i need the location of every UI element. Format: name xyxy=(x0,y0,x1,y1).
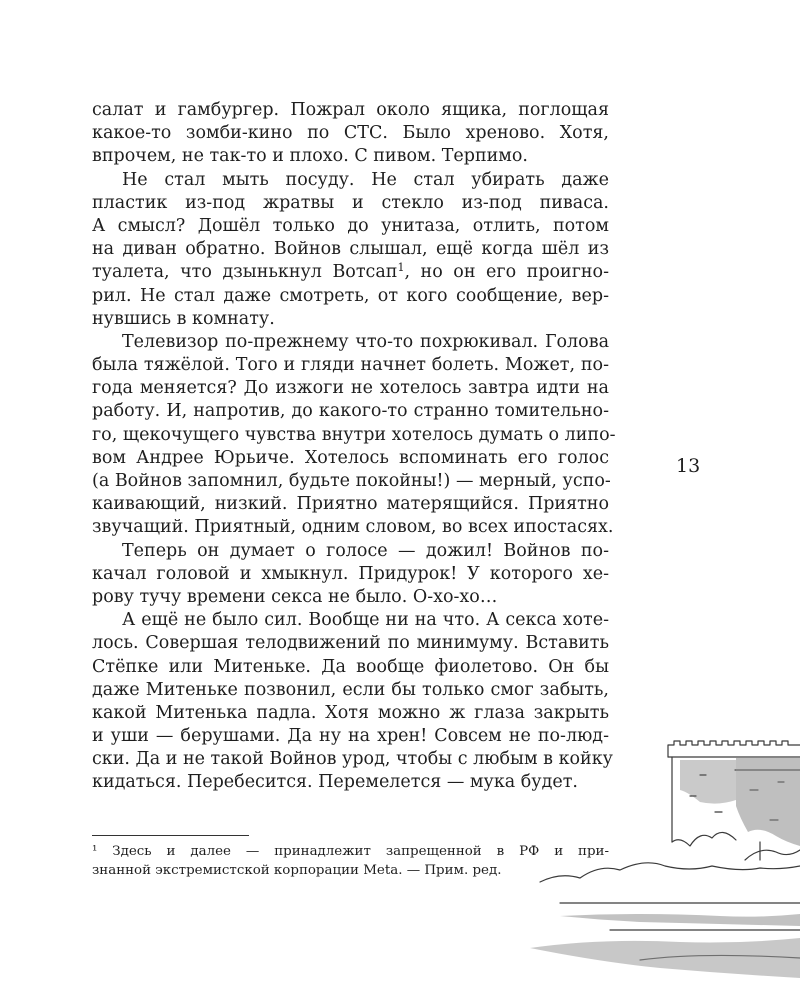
text-line-content: рил. Не стал даже смотреть, от кого сообщение, вер- xyxy=(92,285,609,306)
text-line-content: го, щекочущего чувства внутри хотелось думать о липо- xyxy=(92,424,616,445)
page-number: 13 xyxy=(676,455,701,477)
text-line-content: рову тучу времени секса не было. О-хо-хо… xyxy=(92,586,498,607)
text-line-content: нувшись в комнату. xyxy=(92,308,275,329)
text-line-content: на диван обратно. Войнов слышал, ещё когда шёл из xyxy=(92,239,609,260)
text-line-content: пластик из-под жратвы и стекло из-под пиваса. xyxy=(92,192,609,213)
text-line-content: А ещё не было сил. Вообще ни на что. А секса хоте- xyxy=(122,610,609,631)
text-line-content: салат и гамбургер. Пожрал около ящика, поглощая xyxy=(92,100,609,120)
text-line-content: ски. Да и не такой Войнов урод, чтобы с любым в койку xyxy=(92,749,613,770)
text-line-content: звучащий. Приятный, одним словом, во всех ипостасях. xyxy=(92,517,614,538)
text-line-continuation: , но он его проигно- xyxy=(404,262,610,283)
text-line-content: лось. Совершая телодвижений по минимуму. Вставить xyxy=(92,633,609,654)
text-line-content: Не стал мыть посуду. Не стал убирать даже xyxy=(122,169,609,190)
text-line-content: (а Войнов запомнил, будьте покойны!) — мерный, успо- xyxy=(92,471,611,491)
footnote-line: знанной экстремистской корпорации Meta. — Прим. ред. xyxy=(92,863,502,878)
text-line-content: Теперь он думает о голосе — дожил! Войнов по- xyxy=(122,540,609,561)
footnote-reference[interactable]: 1 xyxy=(397,261,405,275)
text-line-content: вом Андрее Юрьиче. Хотелось вспоминать его голос xyxy=(92,447,609,468)
text-line-content: туалета, что дзынькнул Вотсап xyxy=(92,262,398,283)
text-line-content: Телевизор по-прежнему что-то похрюкивал. Голова xyxy=(122,331,609,352)
text-line-content: качал головой и хмыкнул. Придурок! У которого хе- xyxy=(92,563,609,584)
text-line-content: года меняется? До изжоги не хотелось завтра идти на xyxy=(92,378,609,399)
footnote-line: ¹ Здесь и далее — принадлежит запрещенной в РФ и при- xyxy=(92,844,609,859)
text-line-content: какой Митенька падла. Хотя можно ж глаза закрыть xyxy=(92,702,609,723)
text-line-content: какое-то зомби-кино по СТС. Было хреново. Хотя, xyxy=(92,123,609,144)
text-line-content: и уши — берушами. Да ну на хрен! Совсем не по-люд- xyxy=(92,726,609,747)
text-line-content: впрочем, не так-то и плохо. С пивом. Терпимо. xyxy=(92,146,528,167)
text-line-content: кидаться. Перебесится. Перемелется — мука будет. xyxy=(92,772,578,793)
text-line-content: была тяжёлой. Того и гляди начнет болеть. Может, по- xyxy=(92,355,609,376)
text-line-content: работу. И, напротив, до какого-то странно томительно- xyxy=(92,401,609,422)
text-line-content: даже Митеньке позвонил, если бы только смог забыть, xyxy=(92,679,609,700)
text-line-content: Стёпке или Митеньке. Да вообще фиолетово. Он бы xyxy=(92,656,609,677)
text-line-content: А смысл? Дошёл только до унитаза, отлить, потом xyxy=(92,215,609,236)
text-line-content: каивающий, низкий. Приятно матерящийся. Приятно xyxy=(92,494,609,515)
